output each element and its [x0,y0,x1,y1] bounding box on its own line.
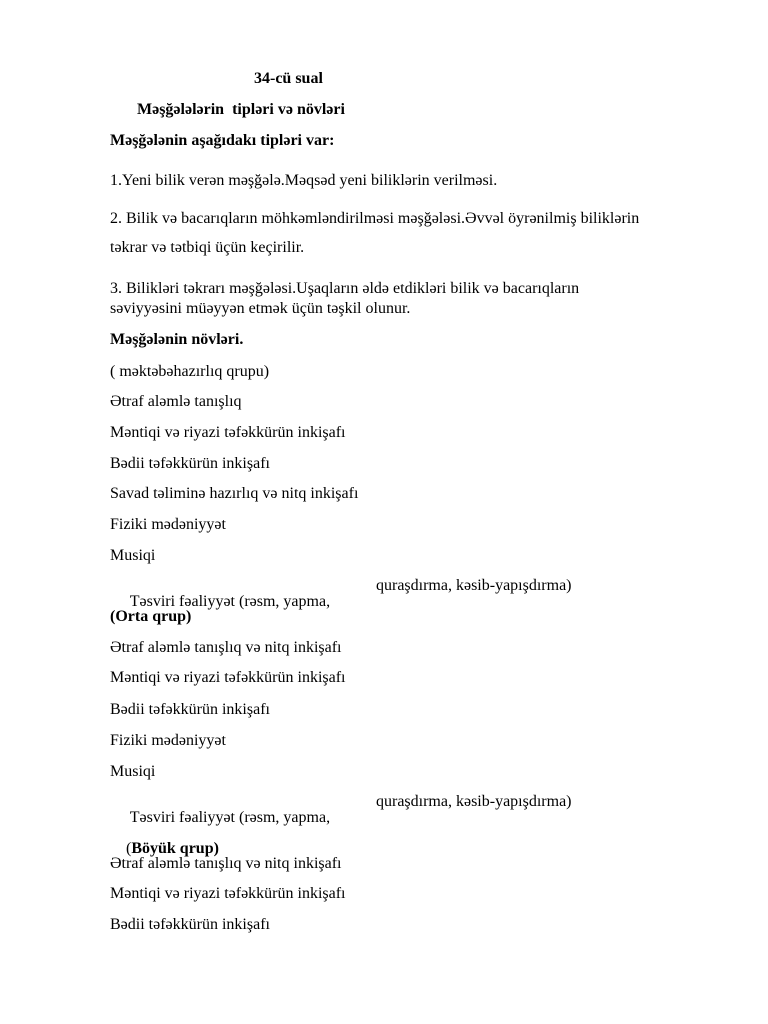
list-item: Savad təliminə hazırlıq və nitq inkişafı [110,485,359,502]
list-item: Ətraf aləmlə tanışlıq və nitq inkişafı [110,639,342,656]
group-senior-label-text: Böyük qrup) [131,840,219,857]
list-item: Məntiqi və riyazi təfəkkürün inkişafı [110,424,346,441]
type-1: 1.Yeni bilik verən məşğələ.Məqsəd yeni biliklərin verilməsi. [110,172,498,189]
document-subtitle: Məşğələlərin tipləri və növləri [137,101,345,118]
list-item: Fiziki mədəniyyət [110,516,226,533]
type-3-line-1: 3. Bilikləri təkrarı məşğələsi.Uşaqların əldə etdikləri bilik və bacarıqların [110,280,580,297]
list-item: Ətraf aləmlə tanışlıq və nitq inkişafı [110,855,342,872]
list-item: Bədii təfəkkürün inkişafı [110,455,270,472]
list-item: Məntiqi və riyazi təfəkkürün inkişafı [110,669,346,686]
document-title: 34-cü sual [254,70,323,87]
type-2-line-2: təkrar və tətbiqi üçün keçirilir. [110,239,305,256]
types-heading: Məşğələnin aşağıdakı tipləri var: [110,132,335,149]
art-activity-part-a: Təsviri fəaliyyət (rəsm, yapma, [126,809,331,826]
art-activity-part-b: quraşdırma, kəsib-yapışdırma) [376,793,572,810]
list-item: Məntiqi və riyazi təfəkkürün inkişafı [110,885,346,902]
kinds-heading: Məşğələnin növləri. [110,331,244,348]
list-item: Musiqi [110,547,156,564]
type-3-line-2: səviyyəsini müəyyən etmək üçün təşkil olunur. [110,300,411,317]
list-item: Bədii təfəkkürün inkişafı [110,916,270,933]
art-activity-part-b: quraşdırma, kəsib-yapışdırma) [376,577,572,594]
list-item: Bədii təfəkkürün inkişafı [110,701,270,718]
list-item: Ətraf aləmlə tanışlıq [110,393,242,410]
group-preschool-label: ( məktəbəhazırlıq qrupu) [110,363,270,380]
group-senior-label-open: ( [126,840,132,857]
type-2-line-1: 2. Bilik və bacarıqların möhkəmləndirilməsi məşğələsi.Əvvəl öyrənilmiş biliklərin [110,210,640,227]
art-activity-part-a: Təsviri fəaliyyət (rəsm, yapma, [126,593,331,610]
list-item: Fiziki mədəniyyət [110,732,226,749]
group-middle-label: (Orta qrup) [110,608,192,625]
list-item: Musiqi [110,763,156,780]
